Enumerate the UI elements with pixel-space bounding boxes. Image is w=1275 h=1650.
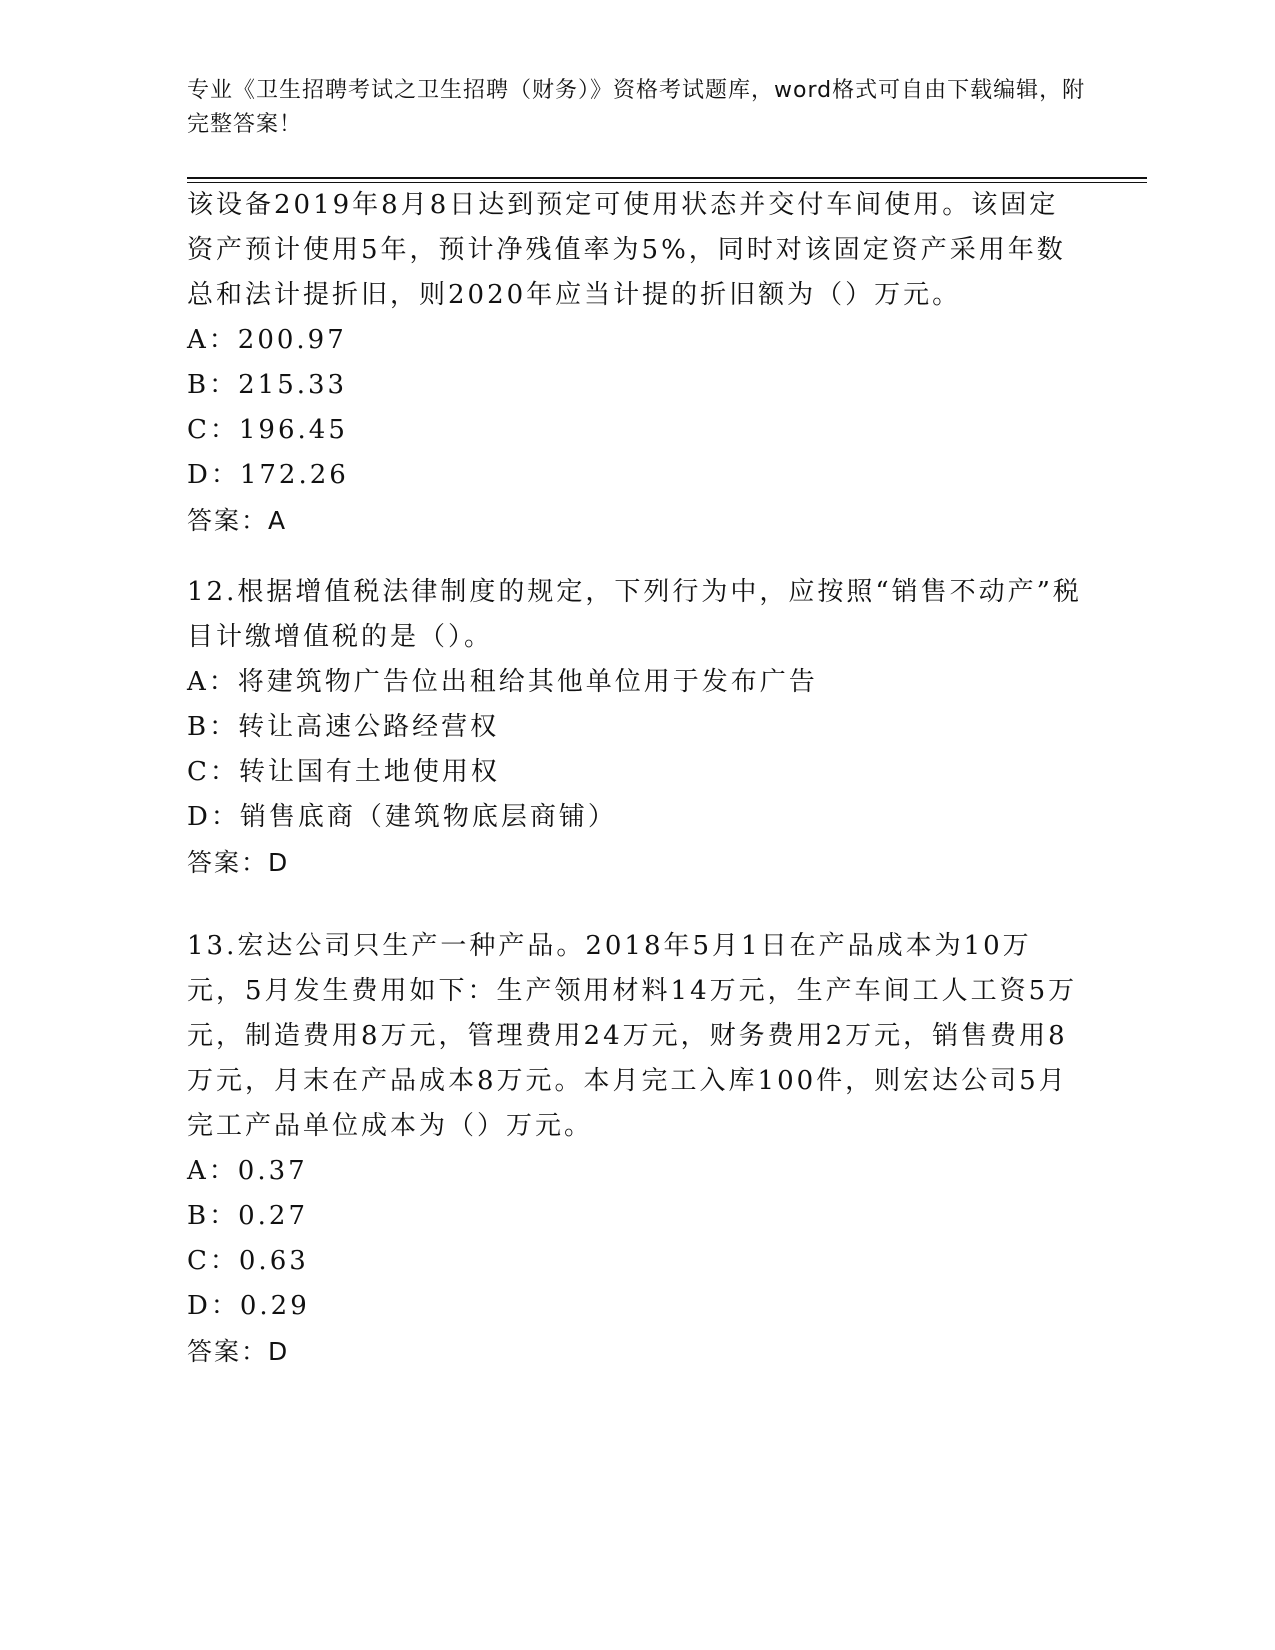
option-d: D：0.29 bbox=[187, 1291, 310, 1321]
option-c: C：转让国有土地使用权 bbox=[187, 757, 500, 787]
option-a: A：将建筑物广告位出租给其他单位用于发布广告 bbox=[187, 667, 818, 697]
option-d: D：172.26 bbox=[187, 460, 349, 490]
option-d: D：销售底商（建筑物底层商铺） bbox=[187, 802, 617, 832]
option-b: B：转让高速公路经营权 bbox=[187, 712, 500, 742]
option-b: B：215.33 bbox=[187, 370, 348, 400]
question-stem: 13.宏达公司只生产一种产品。2018年5月1日在产品成本为10万元，5月发生费用如下：生产领用材料14万元，生产车间工人工资5万元，制造费用8万元，管理费用24万元，财务费用2万元，销售费用8万元，月末在产品成本8万元。本月完工入库100件，则宏达公司5月完工产品单位成本为（）万元。 bbox=[187, 931, 1078, 1141]
option-c: C：196.45 bbox=[187, 415, 348, 445]
option-a: A：0.37 bbox=[187, 1156, 308, 1186]
header-divider-thick bbox=[187, 177, 1147, 179]
question-block-13 bbox=[187, 924, 1087, 1374]
answer-line: 答案：D bbox=[187, 1337, 290, 1366]
answer-line: 答案：D bbox=[187, 848, 290, 877]
question-block-12 bbox=[187, 570, 1087, 885]
question-stem: 该设备2019年8月8日达到预定可使用状态并交付车间使用。该固定资产预计使用5年，预计净残值率为5%，同时对该固定资产采用年数总和法计提折旧，则2020年应当计提的折旧额为（）万元。 bbox=[187, 190, 1066, 310]
question-stem: 12.根据增值税法律制度的规定，下列行为中，应按照“销售不动产”税目计缴增值税的是（）。 bbox=[187, 577, 1082, 652]
option-a: A：200.97 bbox=[187, 325, 347, 355]
option-b: B：0.27 bbox=[187, 1201, 308, 1231]
option-c: C：0.63 bbox=[187, 1246, 309, 1276]
answer-line: 答案：A bbox=[187, 506, 288, 535]
question-block-1 bbox=[187, 183, 1087, 543]
document-header: 专业《卫生招聘考试之卫生招聘（财务）》资格考试题库，word格式可自由下载编辑，附完整答案！ bbox=[187, 78, 1086, 137]
